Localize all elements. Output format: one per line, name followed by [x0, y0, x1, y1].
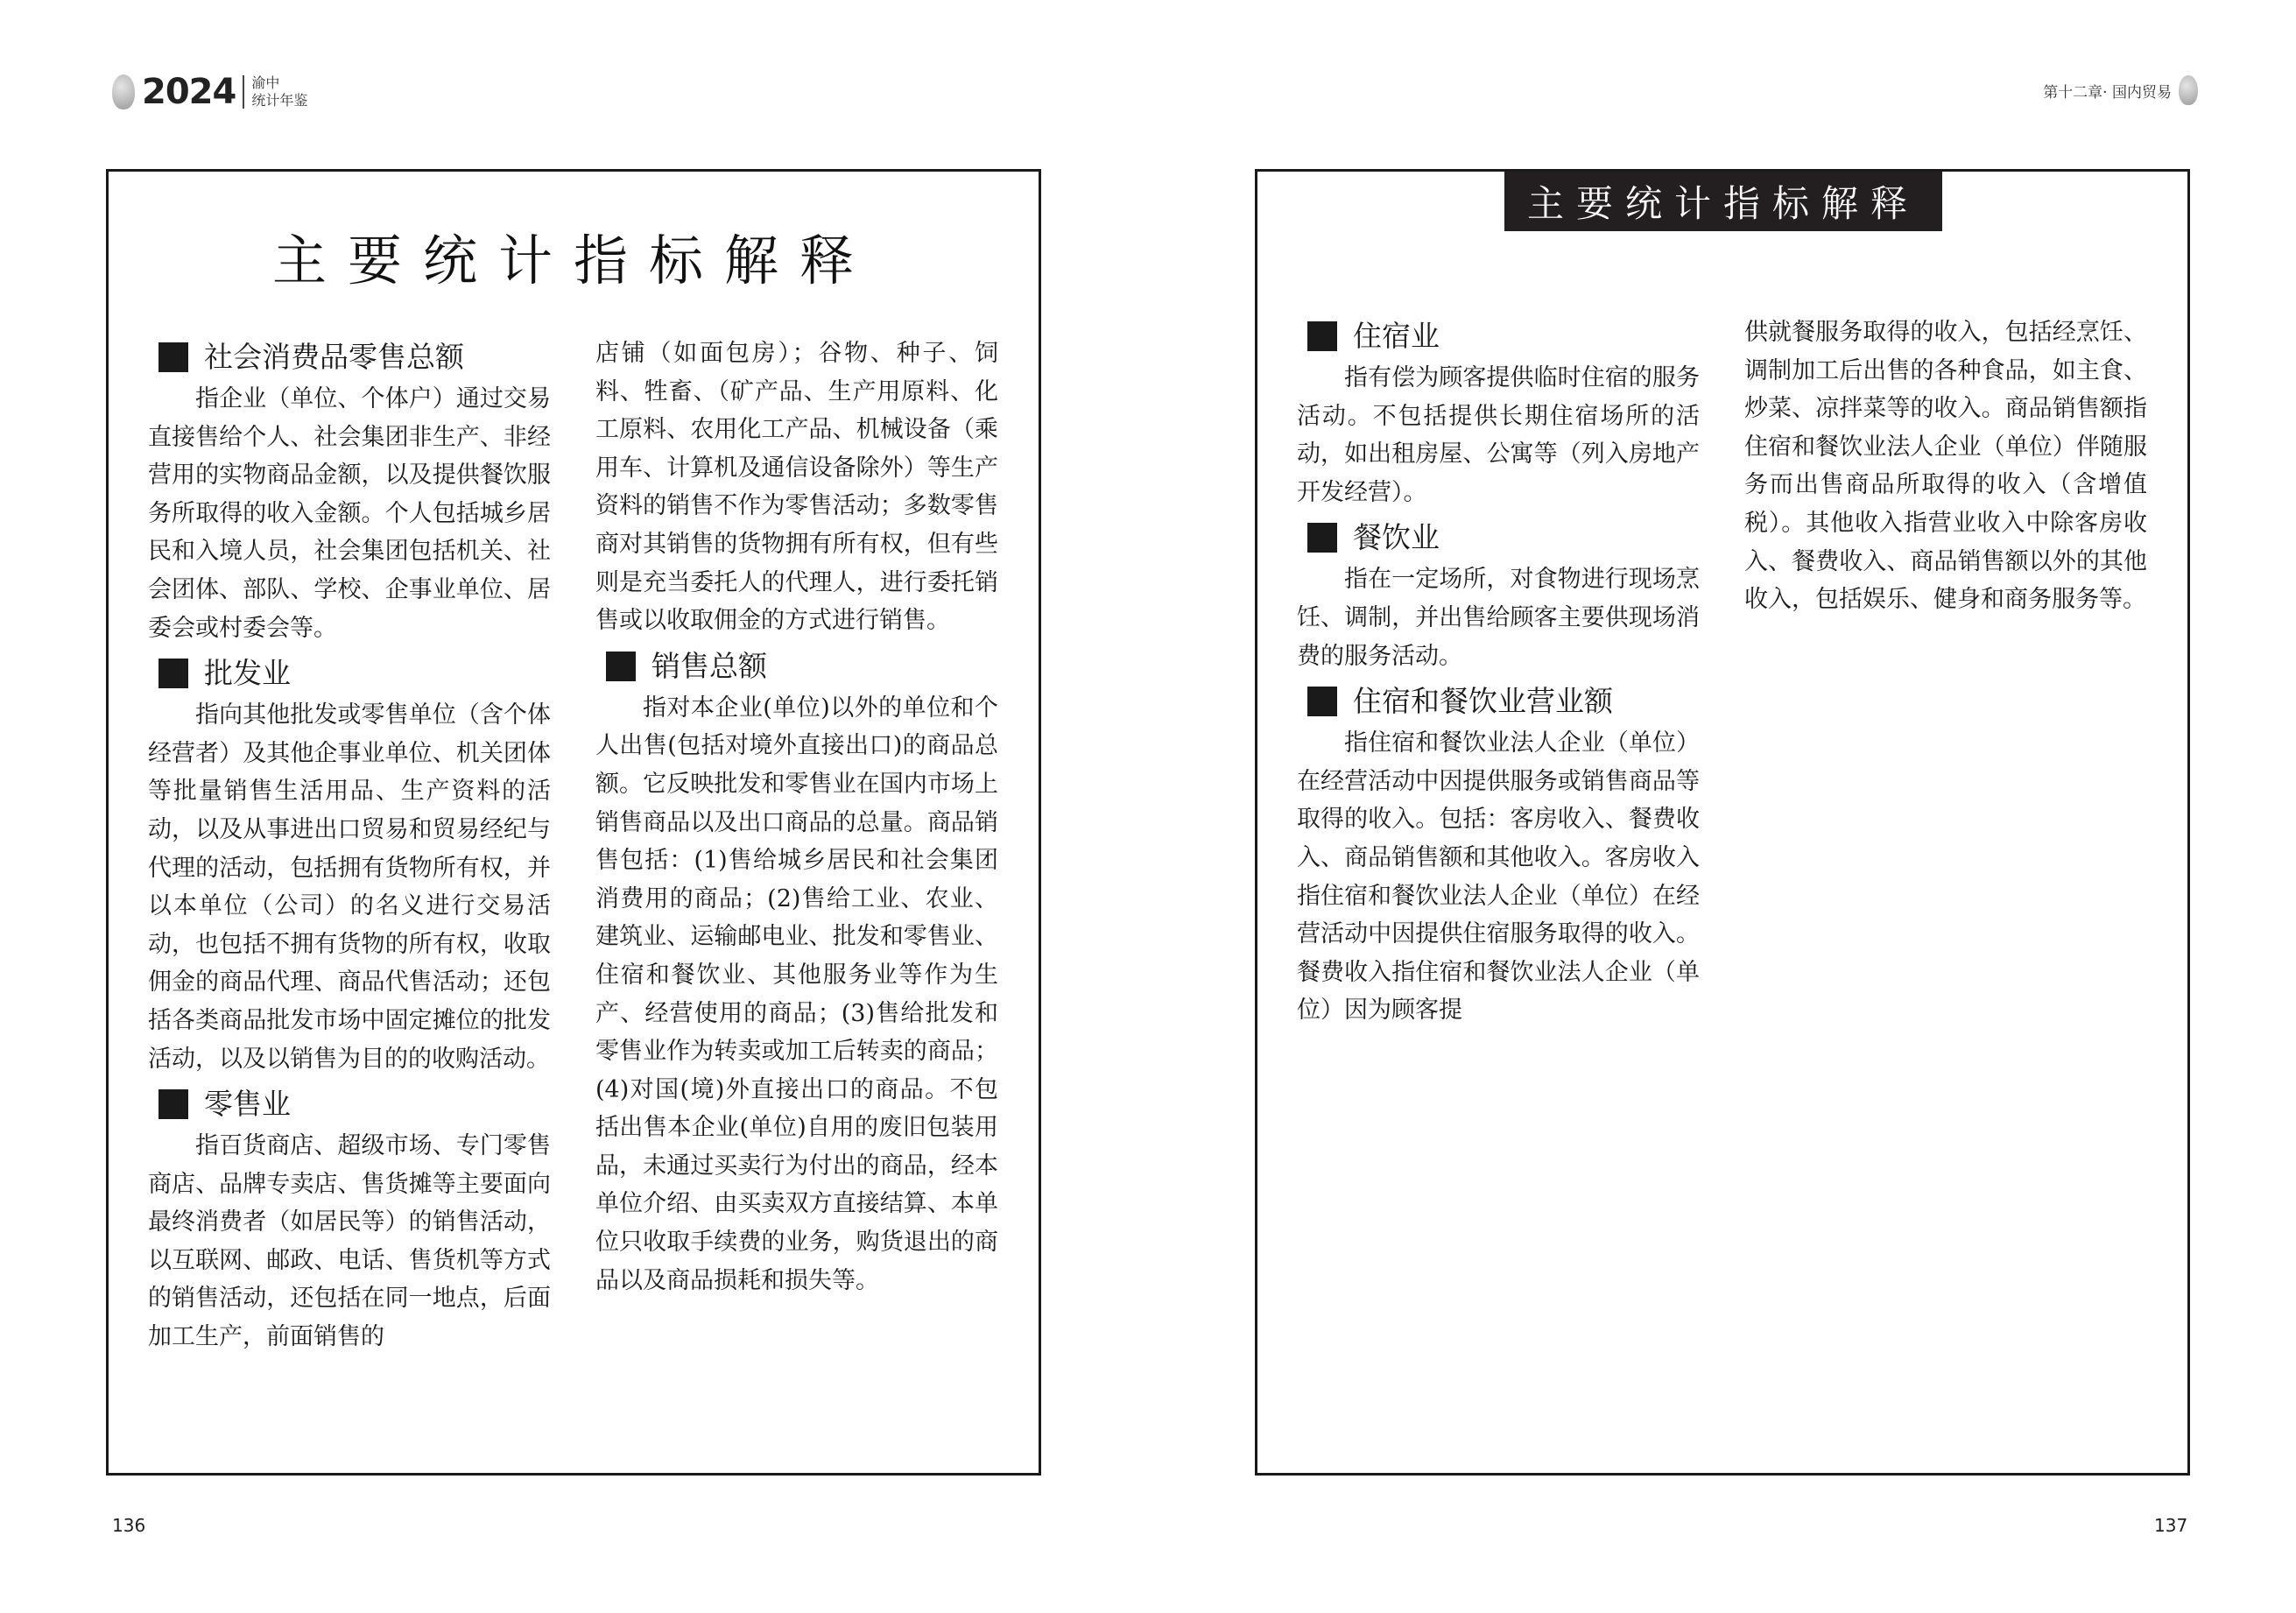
heading-text: 住宿和餐饮业营业额 — [1353, 684, 1613, 719]
section-paragraph: 指对本企业(单位)以外的单位和个人出售(包括对境外直接出口)的商品总额。它反映批发和零售业在国内市场上销售商品以及出口商品的总量。商品销售包括：(1)售给城乡居民和社会集团消费用的商品；(2)售给工业、农业、建筑业、运输邮电业、批发和零售业、住宿和餐饮业、其他服务业等作为生产、经营使用的商品；(3)售给批发和零售业作为转卖或加工后转卖的商品；(4)对国(境)外直接出口的商品。不包括出售本企业(单位)自用的废旧包装用品，未通过买卖行为付出的商品，经本单位介绍、由买卖双方直接结算、本单位只收取手续费的业务，购货退出的商品以及商品损耗和损失等。 — [595, 694, 998, 1294]
page-number-left: 136 — [112, 1515, 146, 1536]
section-heading — [148, 1081, 551, 1127]
section-paragraph: 指企业（单位、个体户）通过交易直接售给个人、社会集团非生产、非经营用的实物商品金额，以及提供餐饮服务所取得的收入金额。个人包括城乡居民和入境人员，社会集团包括机关、社会团体、部队、学校、企事业单位、居委会或村委会等。 — [148, 385, 551, 642]
section-heading — [1297, 313, 1700, 359]
heading-text: 零售业 — [204, 1087, 291, 1122]
right-column-1 — [1297, 313, 1700, 1030]
right-column-2 — [1744, 313, 2147, 619]
section-paragraph: 指在一定场所，对食物进行现场烹饪、调制，并出售给顾客主要供现场消费的服务活动。 — [1297, 566, 1700, 670]
header-year: 2024 — [142, 72, 236, 112]
page-number-right: 137 — [2154, 1515, 2188, 1536]
section-heading — [148, 651, 551, 696]
section-paragraph-continued: 供就餐服务取得的收入，包括经烹饪、调制加工后出售的各种食品，如主食、炒菜、凉拌菜等的收入。商品销售额指住宿和餐饮业法人企业（单位）伴随服务而出售商品所取得的收入（含增值税）。其他收入指营业收入中除客房收入、餐费收入、商品销售额以外的其他收入，包括娱乐、健身和商务服务等。 — [1744, 319, 2147, 614]
square-bullet-icon — [158, 659, 188, 688]
header-title-line2: 统计年鉴 — [251, 92, 308, 109]
section-heading — [1297, 515, 1700, 560]
left-page-title: 主要统计指标解释 — [271, 229, 875, 292]
section-paragraph: 指百货商店、超级市场、专门零售商店、品牌专卖店、售货摊等主要面向最终消费者（如居民等）的销售活动，以互联网、邮政、电话、售货机等方式的销售活动，还包括在同一地点，后面加工生产，前面销售的 — [148, 1132, 551, 1351]
heading-text: 批发业 — [204, 656, 291, 691]
left-column-1 — [148, 335, 551, 1356]
left-page-frame — [106, 169, 1041, 1476]
square-bullet-icon — [1307, 687, 1337, 716]
square-bullet-icon — [158, 342, 188, 372]
section-heading — [1297, 679, 1700, 724]
running-header-left — [112, 70, 307, 114]
square-bullet-icon — [1307, 523, 1337, 553]
yearbook-logo-icon-right — [2179, 75, 2198, 105]
section-paragraph-continued: 店铺（如面包房）；谷物、种子、饲料、牲畜、（矿产品、生产用原料、化工原料、农用化工产品、机械设备（乘用车、计算机及通信设备除外）等生产资料的销售不作为零售活动；多数零售商对其销售的货物拥有所有权，但有些则是充当委托人的代理人，进行委托销售或以收取佣金的方式进行销售。 — [595, 340, 998, 635]
left-column-2 — [595, 335, 998, 1300]
header-chapter: 第十二章· 国内贸易 — [2043, 83, 2172, 102]
square-bullet-icon — [1307, 321, 1337, 351]
heading-text: 餐饮业 — [1353, 520, 1440, 555]
square-bullet-icon — [158, 1089, 188, 1119]
heading-text: 住宿业 — [1353, 319, 1440, 353]
section-heading — [595, 644, 998, 689]
section-paragraph: 指向其他批发或零售单位（含个体经营者）及其他企事业单位、机关团体等批量销售生活用品、生产资料的活动，以及从事进出口贸易和贸易经纪与代理的活动，包括拥有货物所有权，并以本单位（公司）的名义进行交易活动，也包括不拥有货物的所有权，收取佣金的商品代理、商品代售活动；还包括各类商品批发市场中固定摊位的批发活动，以及以销售为目的的收购活动。 — [148, 701, 551, 1073]
section-paragraph: 指有偿为顾客提供临时住宿的服务活动。不包括提供长期住宿场所的活动，如出租房屋、公寓等（列入房地产开发经营）。 — [1297, 364, 1700, 506]
section-paragraph: 指住宿和餐饮业法人企业（单位）在经营活动中因提供服务或销售商品等取得的收入。包括：客房收入、餐费收入、商品销售额和其他收入。客房收入指住宿和餐饮业法人企业（单位）在经营活动中因提供住宿服务取得的收入。餐费收入指住宿和餐饮业法人企业（单位）因为顾客提 — [1297, 729, 1700, 1025]
square-bullet-icon — [606, 652, 636, 681]
header-divider — [243, 75, 244, 109]
right-page-title: 主要统计指标解释 — [1504, 172, 1942, 231]
running-header-right — [2043, 75, 2198, 105]
heading-text: 销售总额 — [651, 648, 767, 683]
section-heading — [148, 335, 551, 380]
heading-text: 社会消费品零售总额 — [204, 340, 464, 374]
header-book-title — [251, 74, 307, 109]
yearbook-logo-icon — [112, 74, 135, 109]
right-page-frame — [1255, 169, 2190, 1476]
header-title-line1: 渝中 — [251, 74, 280, 91]
